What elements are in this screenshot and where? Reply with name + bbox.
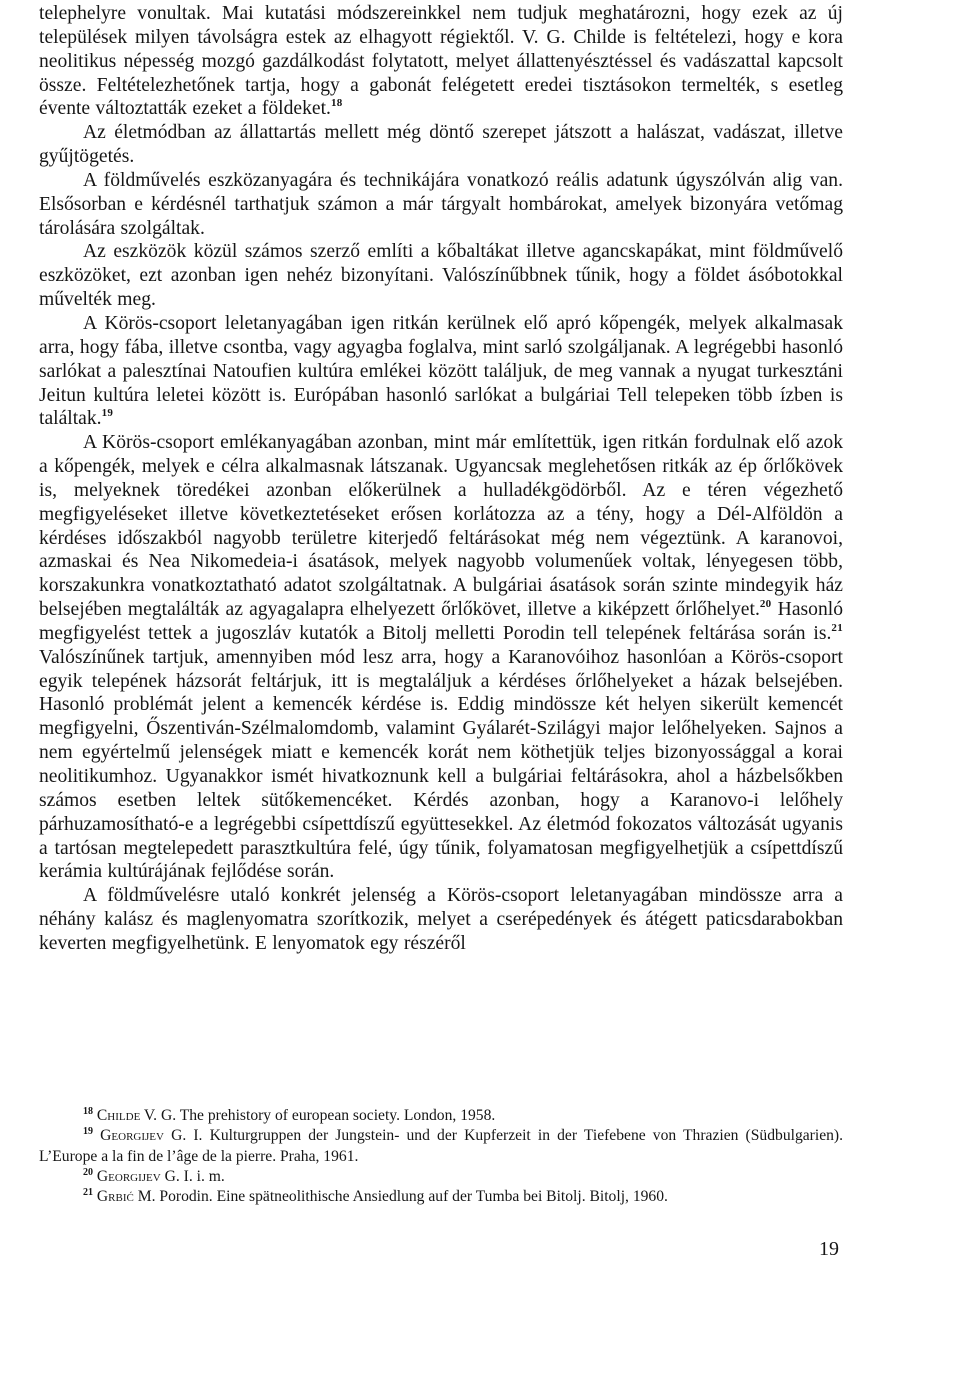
page-number: 19: [819, 1238, 839, 1260]
paragraph-3: A földművelés eszközanyagára és technikájára vonatkozó reális adatunk úgyszólván alig van. Elsősorban e kérdésnél tarthatjuk számon a már tárgyalt hombárokat, amelyek bizonyára vetőmag tárolására szolgáltak.: [39, 169, 843, 239]
body-text: [39, 2, 843, 956]
footnote-text: M. Porodin. Eine spätneolithische Ansiedlung auf der Tumba bei Bitolj. Bitolj, 1960.: [133, 1188, 668, 1206]
paragraph-1: [39, 2, 843, 121]
paragraph-6-text-c: Valószínűnek tartjuk, amennyiben mód lesz arra, hogy a Karanovóihoz hasonlóan a Körös-csoport egyik telepének házsorát feltárjuk, itt is megtaláljuk a kérdéses őrlőhelyeket a házak belsejében. Hasonló problémát jelent a kemencék kérdése is. Eddig mindössze két helyen sikerült kemencét megfigyelni, Őszentiván-Szélmalomdomb, valamint Gyálarét-Szilágyi major lelőhelyeken. Sajnos a nem egyértelmű jelenségek miatt e kemencék korát nem köthetjük teljes bizonyossággal a korai neolitikumhoz. Ugyanakkor ismét hivatkoznunk kell a bulgáriai feltárásokra, ahol a házbelsőkben számos esetben leltek sütőkemencéket. Kérdés azonban, hogy a Karanovo-i lelőhely párhuzamosítható-e a legrégebbi csípettdíszű együttesekkel. Az életmód fokozatos változását ugyanis a tartósan megtelepedett parasztkultúra felé, úgy tűnik, folyamatosan megfigyelhetjük a csípettdíszű kerámia kultúrájának fejlődése során.: [39, 646, 843, 883]
footnote-ref-21: 21: [831, 621, 843, 634]
footnote-ref-19: 19: [101, 407, 114, 420]
paragraph-5: [39, 312, 843, 431]
footnotes: [39, 1106, 843, 1207]
page-content: [39, 2, 843, 956]
footnote-author: Childe: [96, 1107, 141, 1124]
footnote-20: [39, 1167, 843, 1187]
footnote-number: 18: [83, 1106, 93, 1117]
footnote-text: V. G. The prehistory of european society. London, 1958.: [140, 1107, 496, 1124]
footnote-number: 19: [83, 1126, 93, 1138]
footnote-author: Georgijev: [100, 1127, 164, 1145]
footnote-ref-18: 18: [330, 97, 343, 110]
paragraph-5-text: A Körös-csoport leletanyagában igen ritkán kerülnek elő apró kőpengék, melyek alkalmasak arra, hogy fába, illetve csontba, vagy agyagba foglalva, mint sarló szolgáljanak. A legrégebbi hasonló sarlókat a palesztínai Natoufien kultúra emlékei között találjuk, de meg vannak a nyugat turkesztáni Jeitun kultúra leletei között is. Európában hasonló sarlókat a bulgáriai Tell telepeken több ízben is találtak.: [39, 312, 843, 430]
footnote-number: 20: [83, 1166, 93, 1178]
footnote-18: [39, 1106, 843, 1126]
footnote-number: 21: [83, 1187, 93, 1199]
footnote-text: G. I. Kulturgruppen der Jungstein- und der Kupferzeit in der Tiefebene von Thrazien (Südbulgarien). L’Europe a la fin de l’âge de la pierre. Praha, 1961.: [39, 1127, 843, 1165]
footnote-21: [39, 1187, 843, 1207]
paragraph-2: Az életmódban az állattartás mellett még döntő szerepet játszott a halászat, vadászat, illetve gyűjtögetés.: [39, 122, 843, 168]
footnote-author: Grbić: [96, 1188, 134, 1206]
paragraph-6: [39, 431, 843, 884]
footnote-19: [39, 1126, 843, 1167]
paragraph-4: Az eszközök közül számos szerző említi a kőbaltákat illetve agancskapákat, mint földművelő eszközöket, ezt azonban igen nehéz bizonyítani. Valószínűbbnek tűnik, hogy a földet ásóbotokkal művelték meg.: [39, 241, 843, 311]
paragraph-1-text: telephelyre vonultak. Mai kutatási módszereinkkel nem tudjuk meghatározni, hogy ezek az új települések milyen távolságra estek az elhagyott régiektől. V. G. Childe is feltételezi, hogy e kora neolitikus népesség mozgó gazdálkodást folytatott, melyet állattenyésztéssel és vadászattal kapcsolt össze. Feltételezhetőnek tartja, hogy a gabonát felégetett eredei tisztásokon termelték, s esetleg évente változtatták ezeket a földeket.: [39, 3, 843, 120]
paragraph-7: A földművelésre utaló konkrét jelenség a Körös-csoport leletanyagában mindössze arra a néhány kalász és maglenyomatra szorítkozik, melyet a cserépedények és átégett paticsdarabokban keverten megfigyelhetünk. E lenyomatok egy részéről: [39, 885, 843, 954]
footnote-author: Georgijev: [96, 1167, 161, 1185]
paragraph-6-text-b: Hasonló megfigyelést tettek a jugoszláv kutatók a Bitolj melletti Porodin tell telepének feltárása során is.: [39, 599, 843, 644]
footnote-text: G. I. i. m.: [160, 1167, 225, 1185]
footnote-ref-20: 20: [759, 598, 772, 611]
paragraph-6-text-a: A Körös-csoport emlékanyagában azonban, mint már említettük, igen ritkán fordulnak elő azok a kőpengék, melyek e célra alkalmasnak látszanak. Ugyancsak meglehetősen ritkák az ép őrlőkövek is, melyeknek töredékei azonban előkerülnek a hulladékgödörből. Az e téren végezhető megfigyeléseket illetve következtetéseket erősen korlátozza az a tény, hogy a Dél-Alföldön a kérdéses időszakból nagyobb területre kiterjedő feltárásokat még nem végeztünk. A karanovoi, azmaskai és Nea Nikomedeia-i ásatások, melyek nagyobb volumenűek voltak, lényegesen több, korszakunkra vonatkoztatható adatot szolgáltatnak. A bulgáriai ásatások során szinte mindegyik ház belsejében megtalálták az agyagalapra elhelyezett őrlőkövet, illetve a kiképzett őrlőhelyet.: [39, 432, 843, 621]
